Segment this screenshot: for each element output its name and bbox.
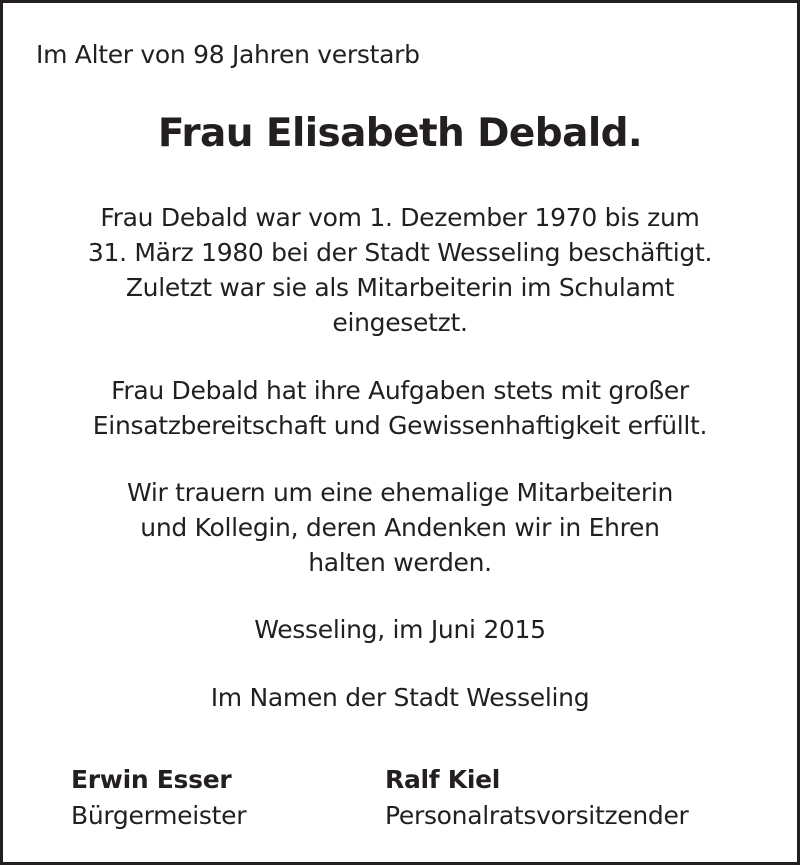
paragraph-line: und Kollegin, deren Andenken wir in Ehren — [140, 513, 660, 542]
paragraph-line: halten werden. — [308, 548, 492, 577]
signatory-role: Bürgermeister — [71, 801, 247, 830]
place-date: Wesseling, im Juni 2015 — [254, 615, 546, 644]
paragraph-line: Wir trauern um eine ehemalige Mitarbeiterin — [126, 478, 674, 507]
paragraph-line: Frau Debald war vom 1. Dezember 1970 bis zum — [100, 203, 700, 232]
signatory-name: Erwin Esser — [71, 765, 232, 794]
deceased-name: Frau Elisabeth Debald. — [157, 111, 643, 156]
intro-line: Im Alter von 98 Jahren verstarb — [36, 40, 420, 69]
paragraph-line: eingesetzt. — [332, 308, 468, 337]
signatory-staff-council — [385, 762, 689, 834]
mourning-paragraph — [3, 475, 797, 580]
paragraph-line: Frau Debald hat ihre Aufgaben stets mit großer — [111, 376, 689, 405]
paragraph-line: 31. März 1980 bei der Stadt Wesseling beschäftigt. — [87, 238, 713, 267]
employment-paragraph — [3, 200, 797, 340]
paragraph-line: Einsatzbereitschaft und Gewissenhaftigkeit erfüllt. — [92, 411, 708, 440]
paragraph-line: Zuletzt war sie als Mitarbeiterin im Schulamt — [125, 273, 675, 302]
signatory-mayor — [71, 762, 246, 834]
on-behalf-line: Im Namen der Stadt Wesseling — [210, 683, 590, 712]
signatory-name: Ralf Kiel — [385, 765, 501, 794]
signatory-role: Personalratsvorsitzender — [385, 801, 689, 830]
tribute-paragraph — [3, 373, 797, 443]
